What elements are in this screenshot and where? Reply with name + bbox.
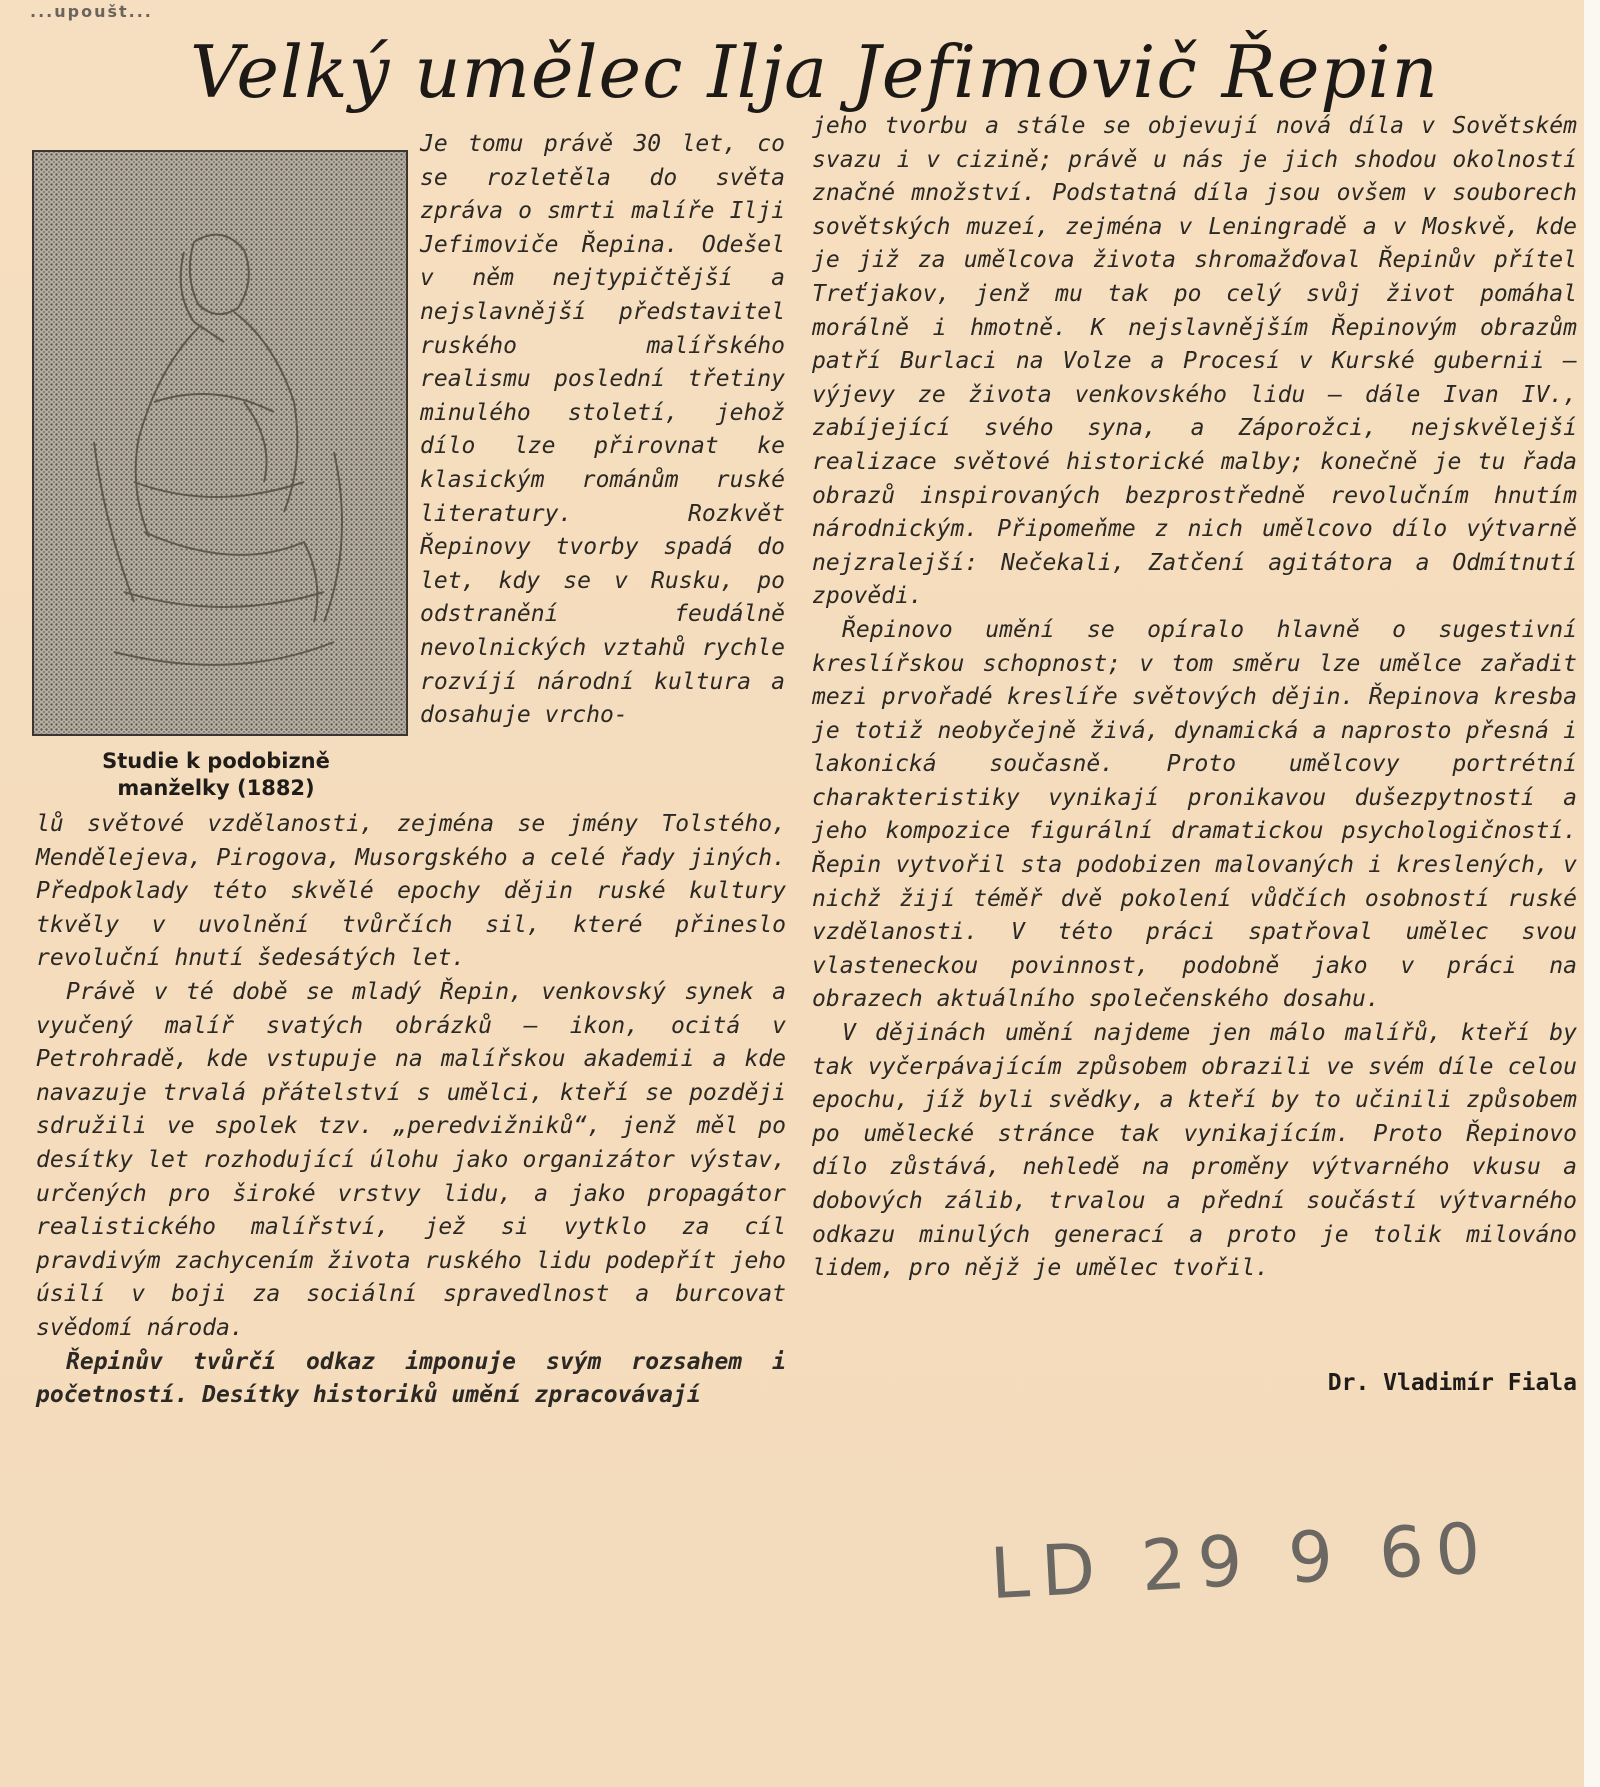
page-fragment: ...upoušt... xyxy=(30,2,153,21)
paragraph-intro-continued: lů světové vzdělanosti, zejména se jmény Tolstého, Mendělejeva, Pirogova, Musorgského a celé řady jiných. Předpoklady této skvělé epochy dějin ruské kultury tkvěly v uvolnění tvůrčích sil, které přineslo revoluční hnutí šedesátých let. xyxy=(36,811,786,972)
author-byline: Dr. Vladimír Fiala xyxy=(1327,1370,1577,1396)
article-column-1-bottom xyxy=(36,808,786,1413)
article-column-1-top xyxy=(420,128,785,733)
paragraph-intro: Je tomu právě 30 let, co se rozletěla do světa zpráva o smrti malíře Ilji Jefimoviče Řepina. Odešel v něm nejtypičtější a nejslavnější představitel ruského malířského realismu poslední třetiny minulého století, jehož dílo lze přirovnat ke klasickým románům ruské literatury. Rozkvět Řepinovy tvorby spadá do let, kdy se v Rusku, po odstranění feudálně nevolnických vztahů rychle rozvíjí národní kultura a dosahuje vrcho- xyxy=(420,131,785,729)
paragraph-works: jeho tvorbu a stále se objevují nová díla v Sovětském svazu i v cizině; právě u nás je jich shodou okolností značné množství. Podstatná díla jsou ovšem v souborech sovětských muzeí, zejména v Leningradě a v Moskvě, kde je již za umělcova života shromažďoval Řepinův přítel Treťjakov, jenž mu tak po celý svůj život pomáhal morálně i hmotně. K nejslavnějším Řepinovým obrazům patří Burlaci na Volze a Procesí v Kurské gubernii — výjevy ze života venkovského lidu — dále Ivan IV., zabíjející svého syna, a Záporožci, nejskvělejší realizace světové historické malby; konečně je tu řada obrazů inspirovaných bezprostředně revolučním hnutím národnickým. Připomeňme z nich umělcovo dílo výtvarně nejzralejší: Nečekali, Zatčení agitátora a Odmítnutí zpovědi. xyxy=(812,113,1577,610)
article-headline: Velký umělec Ilja Jefimovič Řepin xyxy=(190,30,1439,114)
handwritten-date-note: LD 29 9 60 xyxy=(988,1506,1495,1616)
portrait-sketch-image xyxy=(32,150,408,736)
page-margin xyxy=(1584,0,1600,1787)
sketch-icon xyxy=(34,152,406,734)
paragraph-conclusion: V dějinách umění najdeme jen málo malířů, kteří by tak vyčerpávajícím způsobem obrazili ve svém díle celou epochu, jíž byli svědky, a kteří by to učinili způsobem po umělecké stránce tak vynikajícím. Proto Řepinovo dílo zůstává, nehledě na proměny výtvarného vkusu a dobových zálib, trvalou a přední součástí výtvarného odkazu minulých generací a proto je tolik milováno lidem, pro nějž je umělec tvořil. xyxy=(812,1020,1577,1282)
article-column-2 xyxy=(812,110,1577,1286)
paragraph-academy: Právě v té době se mladý Řepin, venkovský synek a vyučený malíř svatých obrázků — ikon, ocitá v Petrohradě, kde vstupuje na malířskou akademii a kde navazuje trvalá přátelství s umělci, kteří se později sdružili ve spolek tzv. „peredvižniků“, jenž měl po desítky let rozhodující úlohu jako organizátor výstav, určených pro široké vrstvy lidu, a jako propagátor realistického malířství, jež si vytklo za cíl pravdivým zachycením života ruského lidu podepřít jeho úsilí v boji za sociální spravedlnost a burcovat svědomí národa. xyxy=(36,978,786,1341)
paragraph-drawing: Řepinovo umění se opíralo hlavně o sugestivní kreslířskou schopnost; v tom směru lze umělce zařadit mezi prvořadé kreslíře světových dějin. Řepinova kresba je totiž neobyčejně živá, dynamická a naprosto přesná i lakonická současně. Proto umělcovy portrétní charakteristiky vynikají pronikavou dušezpytností a jeho kompozice figurální dramatickou psychologičností. Řepin vytvořil sta podobizen malovaných i kreslených, v nichž žijí téměř dvě pokolení vůdčích osobností ruské vzdělanosti. V této práci spatřoval umělec svou vlasteneckou povinnost, podobně jako v práci na obrazech aktuálního společenského dosahu. xyxy=(812,616,1577,1013)
figure-caption: Studie k podobizně manželky (1882) xyxy=(102,749,330,800)
paragraph-legacy: Řepinův tvůrčí odkaz imponuje svým rozsahem i početností. Desítky historiků umění zpracovávají xyxy=(36,1348,786,1409)
